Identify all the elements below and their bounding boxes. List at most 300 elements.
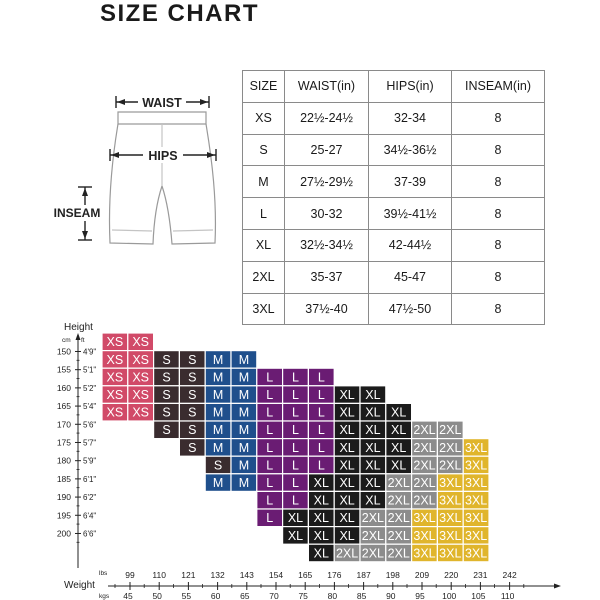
inseam-label: INSEAM bbox=[53, 206, 101, 220]
size-cell bbox=[102, 333, 128, 351]
size-cell bbox=[386, 439, 412, 457]
size-cell bbox=[360, 403, 386, 421]
size-cell bbox=[102, 386, 128, 404]
size-cell bbox=[154, 386, 180, 404]
size-cell bbox=[205, 456, 231, 474]
size-cell bbox=[308, 544, 334, 562]
size-cell bbox=[308, 439, 334, 457]
cell-hips: 39½-41½ bbox=[369, 198, 452, 230]
size-cell bbox=[205, 439, 231, 457]
weight-lbs-label: 121 bbox=[181, 570, 196, 580]
size-cell-label: L bbox=[317, 388, 325, 402]
size-cell-label: M bbox=[212, 476, 224, 490]
size-cell-label: L bbox=[292, 423, 299, 438]
size-cell bbox=[179, 439, 205, 457]
size-cell bbox=[360, 527, 386, 545]
size-cell-label: XL bbox=[313, 528, 329, 543]
size-cell bbox=[437, 544, 463, 562]
size-cell-label: S bbox=[162, 352, 171, 367]
size-cell-label: XL bbox=[391, 458, 407, 473]
size-cell-label: XL bbox=[391, 423, 407, 438]
height-ft-label: 5'4" bbox=[83, 402, 97, 412]
size-cell bbox=[179, 386, 205, 404]
size-cell-label: S bbox=[162, 423, 171, 438]
size-cell-label: 2XL bbox=[439, 440, 462, 455]
weight-kgs-label: 80 bbox=[327, 591, 338, 600]
size-cell-label: XL bbox=[313, 493, 329, 508]
size-cell bbox=[437, 421, 463, 439]
size-cell-label: 2XL bbox=[361, 546, 385, 561]
size-cell-label: M bbox=[212, 423, 224, 438]
size-cell-label: L bbox=[317, 458, 325, 473]
size-cell-label: XL bbox=[287, 511, 304, 526]
size-cell bbox=[360, 491, 386, 509]
size-cell-label: 3XL bbox=[464, 528, 488, 543]
size-cell-label: S bbox=[188, 405, 197, 420]
size-cell bbox=[334, 527, 360, 545]
size-cell bbox=[102, 368, 128, 386]
size-cell-label: M bbox=[212, 352, 224, 367]
size-cell-label: 2XL bbox=[361, 528, 385, 543]
size-cell-label: XS bbox=[132, 388, 150, 402]
size-cell-label: L bbox=[266, 493, 274, 508]
size-cell-label: 2XL bbox=[387, 476, 410, 490]
size-cell-label: L bbox=[292, 388, 299, 402]
cell-inseam: 8 bbox=[452, 229, 545, 261]
page-title: SIZE CHART bbox=[100, 0, 259, 27]
size-cell-label: L bbox=[266, 511, 274, 526]
size-cell-label: L bbox=[292, 458, 299, 473]
size-cell-label: S bbox=[188, 423, 197, 438]
size-cell-label: XL bbox=[339, 440, 355, 455]
size-cell bbox=[463, 544, 489, 562]
size-cell bbox=[231, 403, 257, 421]
size-cell-label: XL bbox=[391, 405, 407, 420]
size-cell-label: 2XL bbox=[387, 528, 410, 543]
size-cell bbox=[231, 474, 257, 492]
size-cell-label: L bbox=[292, 493, 299, 508]
weight-kgs-label: 105 bbox=[471, 591, 486, 600]
cell-size: XS bbox=[243, 102, 285, 134]
cell-inseam: 8 bbox=[452, 102, 545, 134]
size-cell-label: L bbox=[266, 388, 274, 402]
size-cell bbox=[360, 439, 386, 457]
size-cell-label: 2XL bbox=[413, 423, 436, 438]
size-cell-label: M bbox=[212, 370, 224, 385]
size-cell bbox=[334, 544, 360, 562]
size-cell bbox=[463, 474, 489, 492]
weight-lbs-label: 99 bbox=[125, 570, 135, 580]
size-cell-label: 2XL bbox=[387, 546, 410, 561]
height-ft-label: 6'4" bbox=[83, 511, 97, 521]
size-cell bbox=[386, 509, 412, 527]
size-cell-label: XL bbox=[339, 423, 355, 438]
header-waist: WAIST(in) bbox=[285, 71, 369, 103]
size-cell-label: XS bbox=[106, 335, 124, 350]
size-cell bbox=[283, 439, 309, 457]
size-cell bbox=[205, 421, 231, 439]
cell-hips: 34½-36½ bbox=[369, 134, 452, 166]
size-cell bbox=[308, 456, 334, 474]
size-cell-label: S bbox=[188, 352, 197, 367]
size-cell bbox=[154, 421, 180, 439]
size-cell bbox=[308, 509, 334, 527]
size-cell-label: XL bbox=[365, 440, 381, 455]
weight-kgs-label: 100 bbox=[442, 591, 457, 600]
size-cell-label: L bbox=[292, 405, 299, 420]
size-cell-label: XS bbox=[106, 370, 124, 385]
size-cell-label: XS bbox=[106, 388, 124, 402]
weight-kgs-label: 65 bbox=[240, 591, 250, 600]
cell-hips: 32-34 bbox=[369, 102, 452, 134]
cell-waist: 22½-24½ bbox=[285, 102, 369, 134]
weight-lbs-label: 176 bbox=[327, 570, 342, 580]
size-cell bbox=[179, 403, 205, 421]
cell-size: XL bbox=[243, 229, 285, 261]
size-cell bbox=[412, 474, 438, 492]
weight-kgs-label: 70 bbox=[269, 591, 279, 600]
size-cell-label: L bbox=[266, 423, 274, 438]
height-cm-label: 155 bbox=[56, 364, 71, 375]
size-cell-label: XL bbox=[339, 388, 355, 402]
height-cm-label: 180 bbox=[56, 455, 71, 466]
weight-lbs-label: 187 bbox=[356, 570, 371, 580]
size-cell-label: 3XL bbox=[439, 546, 462, 561]
weight-kgs-label: 45 bbox=[123, 591, 133, 600]
size-cell bbox=[231, 368, 257, 386]
size-cell-label: 3XL bbox=[413, 511, 436, 526]
height-cm-label: 195 bbox=[56, 510, 71, 521]
size-cell-label: 2XL bbox=[387, 493, 410, 508]
size-cell-label: 2XL bbox=[413, 493, 436, 508]
size-cell-label: M bbox=[212, 440, 224, 455]
size-cell-label: S bbox=[213, 458, 223, 473]
size-cell bbox=[231, 456, 257, 474]
size-cell bbox=[437, 509, 463, 527]
size-cell bbox=[283, 491, 309, 509]
kgs-label: kgs bbox=[99, 593, 110, 600]
header-inseam: INSEAM(in) bbox=[452, 71, 545, 103]
size-cell-label: XL bbox=[365, 476, 381, 490]
weight-lbs-label: 220 bbox=[444, 570, 459, 580]
size-cell bbox=[360, 544, 386, 562]
size-cell bbox=[463, 491, 489, 509]
weight-lbs-label: 154 bbox=[268, 570, 284, 580]
cm-label: cm bbox=[62, 337, 71, 344]
size-cell-label: L bbox=[266, 370, 274, 385]
weight-kgs-label: 90 bbox=[386, 591, 396, 600]
size-cell bbox=[205, 368, 231, 386]
weight-label: Weight bbox=[64, 580, 95, 591]
size-cell-label: XS bbox=[106, 405, 124, 420]
size-cell bbox=[334, 386, 360, 404]
weight-kgs-label: 50 bbox=[152, 591, 162, 600]
height-cm-label: 160 bbox=[56, 382, 71, 393]
height-cm-label: 200 bbox=[56, 528, 71, 539]
size-cell bbox=[334, 474, 360, 492]
size-cell bbox=[308, 474, 334, 492]
size-cell-label: L bbox=[266, 458, 274, 473]
size-cell-label: XL bbox=[365, 423, 381, 438]
size-cell bbox=[437, 439, 463, 457]
size-cell bbox=[386, 491, 412, 509]
size-cell bbox=[283, 368, 309, 386]
waist-label: WAIST bbox=[142, 96, 182, 110]
size-cell-label: XL bbox=[339, 528, 355, 543]
size-cell bbox=[412, 509, 438, 527]
size-cell-label: M bbox=[238, 440, 250, 455]
size-cell-label: XS bbox=[132, 352, 150, 367]
weight-axis-arrow bbox=[554, 584, 561, 589]
size-cell bbox=[257, 368, 283, 386]
size-cell-label: L bbox=[317, 370, 325, 385]
size-cell-label: L bbox=[292, 440, 299, 455]
size-cell-label: M bbox=[238, 476, 250, 490]
size-cell bbox=[179, 351, 205, 369]
weight-lbs-label: 143 bbox=[239, 570, 254, 580]
size-cell bbox=[463, 509, 489, 527]
size-cell bbox=[102, 351, 128, 369]
cell-inseam: 8 bbox=[452, 134, 545, 166]
size-cell-label: XL bbox=[339, 405, 355, 420]
size-cell bbox=[386, 474, 412, 492]
size-cell-label: L bbox=[266, 440, 274, 455]
size-cell bbox=[334, 456, 360, 474]
height-label: Height bbox=[64, 322, 93, 333]
weight-lbs-label: 165 bbox=[298, 570, 313, 580]
size-cell-label: 3XL bbox=[439, 493, 462, 508]
size-cell bbox=[308, 421, 334, 439]
size-cell bbox=[257, 509, 283, 527]
header-size: SIZE bbox=[243, 71, 285, 103]
height-ft-label: 5'7" bbox=[83, 438, 97, 448]
size-cell-label: L bbox=[292, 476, 299, 490]
cell-inseam: 8 bbox=[452, 198, 545, 230]
cell-waist: 32½-34½ bbox=[285, 229, 369, 261]
size-cell bbox=[437, 474, 463, 492]
hips-label: HIPS bbox=[148, 149, 178, 163]
size-cell bbox=[283, 527, 309, 545]
weight-lbs-label: 198 bbox=[385, 570, 400, 580]
size-cell-label: M bbox=[212, 405, 224, 420]
size-cell-label: XL bbox=[287, 528, 304, 543]
size-cell-label: 3XL bbox=[413, 546, 436, 561]
weight-lbs-label: 231 bbox=[473, 570, 488, 580]
size-cell-label: XL bbox=[339, 476, 355, 490]
cell-size: L bbox=[243, 198, 285, 230]
size-cell-label: 3XL bbox=[464, 476, 488, 490]
height-ft-label: 4'9" bbox=[83, 347, 97, 357]
size-cell bbox=[308, 403, 334, 421]
size-cell bbox=[334, 491, 360, 509]
height-ft-label: 6'1" bbox=[83, 474, 97, 484]
size-cell-label: XL bbox=[339, 458, 355, 473]
size-cell bbox=[386, 421, 412, 439]
size-cell bbox=[386, 544, 412, 562]
size-cell bbox=[179, 368, 205, 386]
size-cell bbox=[257, 421, 283, 439]
size-cell bbox=[360, 386, 386, 404]
size-cell-label: 3XL bbox=[464, 493, 488, 508]
size-cell-label: M bbox=[238, 405, 250, 420]
size-cell-label: XS bbox=[132, 405, 150, 420]
lbs-label: lbs bbox=[99, 570, 108, 577]
size-cell bbox=[360, 509, 386, 527]
size-cell-label: L bbox=[317, 440, 325, 455]
size-cell-label: XL bbox=[313, 476, 329, 490]
size-cell-label: 3XL bbox=[464, 458, 488, 473]
weight-lbs-label: 242 bbox=[502, 570, 517, 580]
weight-kgs-label: 95 bbox=[415, 591, 425, 600]
size-cell-label: S bbox=[162, 405, 171, 420]
size-cell-label: XL bbox=[365, 493, 381, 508]
height-ft-label: 6'6" bbox=[83, 529, 97, 539]
size-cell bbox=[102, 403, 128, 421]
size-cell-label: XS bbox=[106, 352, 124, 367]
size-cell bbox=[386, 403, 412, 421]
size-cell bbox=[412, 491, 438, 509]
size-cell-label: 2XL bbox=[439, 423, 462, 438]
size-cell-label: 2XL bbox=[413, 458, 436, 473]
size-cell-label: L bbox=[266, 476, 274, 490]
size-cell bbox=[463, 527, 489, 545]
weight-lbs-label: 110 bbox=[152, 570, 166, 580]
size-cell bbox=[257, 491, 283, 509]
height-ft-label: 6'2" bbox=[83, 493, 97, 503]
size-cell bbox=[437, 456, 463, 474]
cell-inseam: 8 bbox=[452, 293, 545, 325]
size-cell-label: M bbox=[238, 388, 250, 402]
size-cell bbox=[412, 527, 438, 545]
size-cell bbox=[154, 403, 180, 421]
size-cell-label: M bbox=[238, 370, 250, 385]
size-cell bbox=[231, 421, 257, 439]
cell-size: S bbox=[243, 134, 285, 166]
size-cell-label: L bbox=[292, 370, 299, 385]
size-cell bbox=[128, 386, 154, 404]
size-cell-label: XL bbox=[339, 493, 355, 508]
height-axis-arrow bbox=[76, 333, 81, 340]
size-cell bbox=[308, 368, 334, 386]
cell-waist: 27½-29½ bbox=[285, 166, 369, 198]
height-ft-label: 5'1" bbox=[83, 365, 97, 375]
size-cell bbox=[283, 403, 309, 421]
size-cell-label: 2XL bbox=[439, 458, 462, 473]
size-cell bbox=[205, 474, 231, 492]
size-cell-label: L bbox=[266, 405, 274, 420]
size-cell bbox=[308, 386, 334, 404]
size-cell bbox=[386, 527, 412, 545]
size-cell-label: XL bbox=[339, 511, 355, 526]
height-cm-label: 150 bbox=[56, 346, 71, 357]
size-cell bbox=[360, 421, 386, 439]
cell-hips: 37-39 bbox=[369, 166, 452, 198]
size-cell bbox=[231, 439, 257, 457]
size-cell-label: S bbox=[188, 388, 197, 402]
size-cell bbox=[334, 439, 360, 457]
cell-hips: 42-44½ bbox=[369, 229, 452, 261]
weight-lbs-label: 132 bbox=[210, 570, 225, 580]
cell-inseam: 8 bbox=[452, 261, 545, 293]
weight-ticks bbox=[115, 570, 524, 600]
size-cell-label: XS bbox=[132, 335, 150, 350]
size-cell bbox=[437, 527, 463, 545]
size-cell-label: 3XL bbox=[439, 528, 462, 543]
size-cell bbox=[463, 439, 489, 457]
size-cell-label: M bbox=[238, 352, 250, 367]
size-cell-label: 3XL bbox=[464, 546, 488, 561]
size-cell bbox=[412, 421, 438, 439]
size-cell bbox=[257, 386, 283, 404]
size-cell-label: XL bbox=[313, 511, 329, 526]
header-hips: HIPS(in) bbox=[369, 71, 452, 103]
height-cm-label: 185 bbox=[56, 473, 71, 484]
size-cell bbox=[257, 403, 283, 421]
size-cell-label: XL bbox=[365, 405, 381, 420]
cell-inseam: 8 bbox=[452, 166, 545, 198]
height-cm-label: 175 bbox=[56, 437, 71, 448]
height-cm-label: 165 bbox=[56, 401, 71, 412]
size-cell-label: M bbox=[238, 458, 250, 473]
size-cell bbox=[257, 439, 283, 457]
size-cell-label: L bbox=[317, 405, 325, 420]
size-cell bbox=[205, 386, 231, 404]
size-cell bbox=[412, 439, 438, 457]
height-cm-label: 190 bbox=[56, 492, 71, 503]
size-cell bbox=[334, 403, 360, 421]
height-ft-label: 5'2" bbox=[83, 383, 97, 393]
size-cell-label: XS bbox=[132, 370, 150, 385]
weight-kgs-label: 110 bbox=[500, 591, 515, 600]
cell-hips: 45-47 bbox=[369, 261, 452, 293]
size-cell bbox=[179, 421, 205, 439]
cell-waist: 37½-40 bbox=[285, 293, 369, 325]
cell-waist: 25-27 bbox=[285, 134, 369, 166]
size-cell bbox=[283, 386, 309, 404]
size-cell bbox=[128, 333, 154, 351]
size-cell bbox=[154, 351, 180, 369]
size-cell-label: 3XL bbox=[464, 440, 488, 455]
size-cell bbox=[386, 456, 412, 474]
size-cell-label: S bbox=[162, 388, 171, 402]
size-cell bbox=[257, 474, 283, 492]
size-cell-label: 3XL bbox=[464, 511, 488, 526]
size-cell-label: 2XL bbox=[387, 511, 410, 526]
size-cell bbox=[308, 527, 334, 545]
size-cell bbox=[283, 509, 309, 527]
size-cell bbox=[205, 403, 231, 421]
size-cell-label: XL bbox=[365, 458, 381, 473]
size-cell-label: XL bbox=[391, 440, 407, 455]
size-cell bbox=[257, 456, 283, 474]
size-cell bbox=[334, 421, 360, 439]
size-cell bbox=[412, 544, 438, 562]
size-cell-label: L bbox=[317, 423, 325, 438]
size-cell bbox=[360, 456, 386, 474]
size-cell bbox=[154, 368, 180, 386]
size-cell bbox=[463, 456, 489, 474]
size-cell-label: M bbox=[212, 388, 224, 402]
cell-waist: 30-32 bbox=[285, 198, 369, 230]
weight-kgs-label: 75 bbox=[298, 591, 308, 600]
size-cell-label: 2XL bbox=[413, 440, 436, 455]
size-cell-label: XL bbox=[313, 546, 329, 561]
cell-size: 3XL bbox=[243, 293, 285, 325]
weight-kgs-label: 85 bbox=[356, 591, 367, 600]
size-cell-label: 3XL bbox=[439, 476, 462, 490]
size-cell-label: M bbox=[238, 423, 250, 438]
cell-size: 2XL bbox=[243, 261, 285, 293]
